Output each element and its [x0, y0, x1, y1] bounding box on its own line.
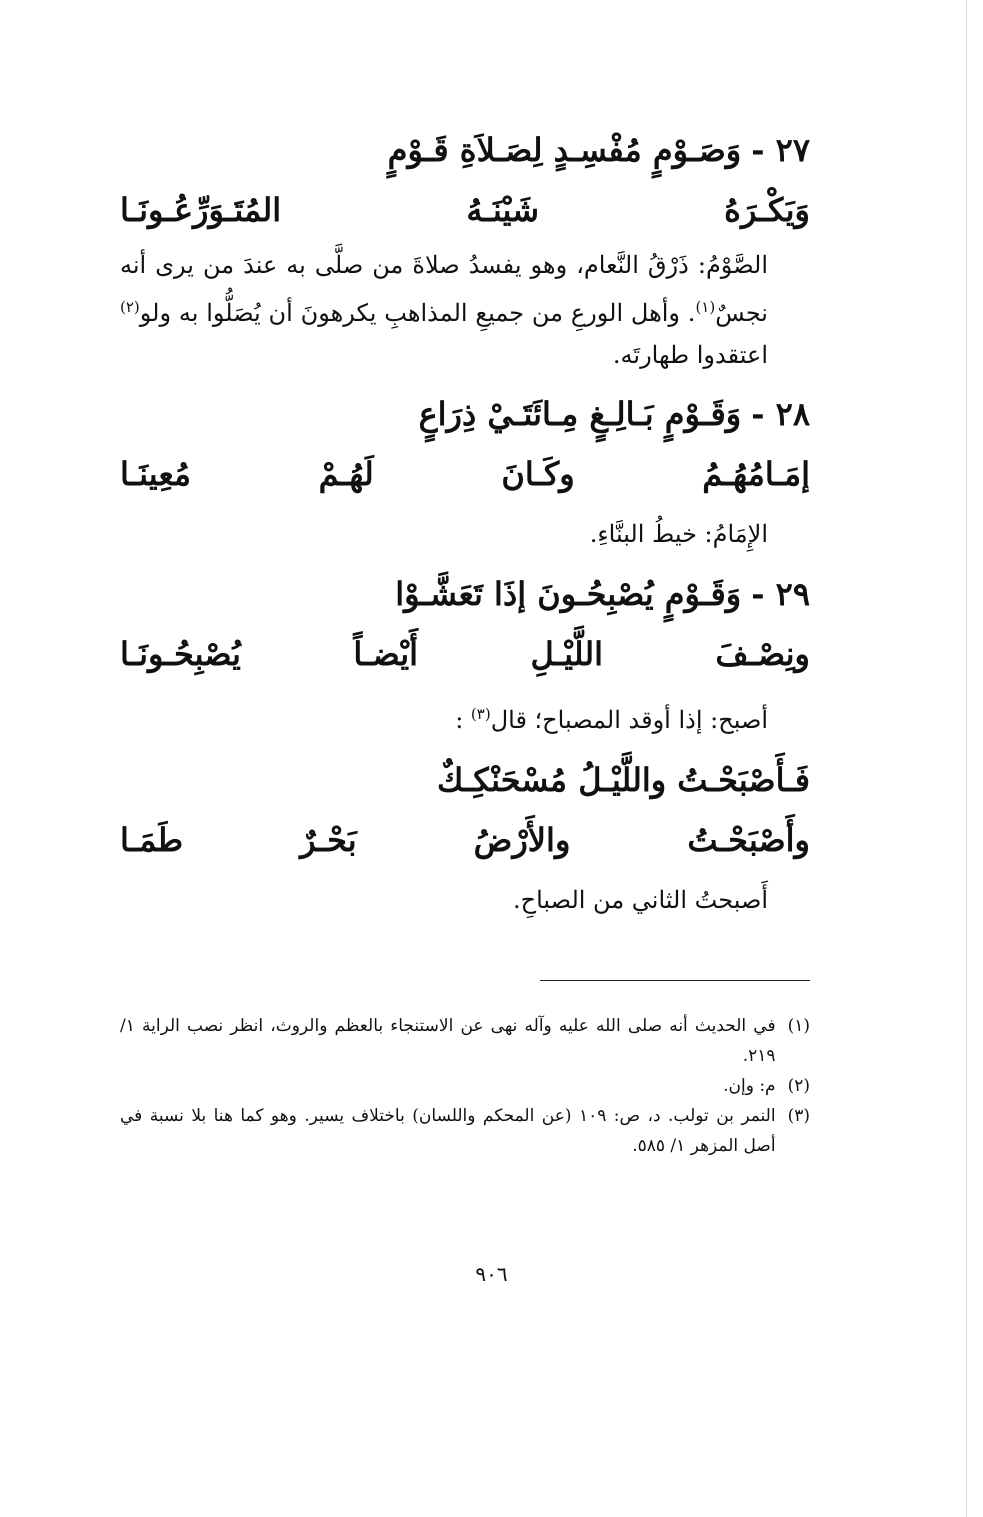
verse-text: وَقَـوْمٍ يُصْبِحُـونَ إذَا تَعَشَّـوْا: [395, 575, 742, 613]
footnote-mark: (٢): [787, 1076, 810, 1096]
verse-first-hemistich: [120, 384, 810, 444]
footnote-mark: (١): [787, 1016, 810, 1036]
verse-first-hemistich: [120, 564, 810, 624]
quote-second-hemistich: وأَصْبَحْـتُ والأَرْضُ بَحْـرٌ طَمَـا: [120, 821, 810, 859]
verse-text: وَقَـوْمٍ بَـالِـغٍ مِـائَتَـيْ ذِرَاعٍ: [418, 395, 742, 433]
commentary-paragraph: [120, 244, 810, 376]
verse-text: وَصَـوْمٍ مُفْسِـدٍ لِصَـلاَةِ قَـوْمٍ: [387, 131, 742, 169]
commentary-text: أصبح: إذا أوقد المصباح؛ قال: [490, 706, 768, 734]
page-body: [120, 120, 810, 1161]
commentary-text: اعتقدوا طهارتَه.: [612, 341, 768, 369]
footnote-item: [120, 1011, 810, 1071]
commentary-line: الإِمَامُ: خيطُ البنَّاءِ.: [589, 520, 768, 548]
footnote-divider: [540, 980, 810, 981]
commentary-text: :: [455, 706, 471, 734]
footnote-text: في الحديث أنه صلى الله عليه وآله نهى عن الاستنجاء بالعظم والروث، انظر نصب الراية ١/ ٢١٩.: [120, 1016, 776, 1066]
quote-first-hemistich: فَـأَصْبَحْـتُ واللَّيْـلُ مُسْحَنْكِـكٌ: [437, 761, 810, 799]
page-number: ٩٠٦: [475, 1262, 508, 1286]
verse-number: ٢٩ -: [751, 575, 810, 613]
page-edge-line: [966, 0, 967, 1517]
verse-first-hemistich: [120, 120, 810, 180]
verse-second-hemistich: إمَـامُهُـمُ وكَـانَ لَهُـمْ مُعِينَـا: [120, 455, 810, 493]
footnotes: [120, 1011, 810, 1161]
footnote-reference[interactable]: (١): [695, 298, 716, 316]
commentary-line: [120, 690, 810, 744]
verse-27: [120, 120, 810, 240]
verse-second-hemistich: ونِصْـفَ اللَّيْـلِ أَيْضـاً يُصْبِحُـونَـا: [120, 635, 810, 673]
quoted-verse: [120, 750, 810, 870]
footnote-item: [120, 1071, 810, 1101]
footnote-mark: (٣): [787, 1106, 810, 1126]
commentary-text: . وأهل الورعِ من جميعِ المذاهبِ يكرهونَ أن يُصَلُّوا به ولو: [139, 299, 696, 327]
verse-28: [120, 384, 810, 504]
verse-29: [120, 564, 810, 684]
commentary-text: الصَّوْمُ: ذَرْقُ النَّعام، وهو يفسدُ صلاةَ من صلَّى به عندَ من يرى أنه نجسٌ: [120, 251, 768, 327]
verse-second-hemistich: وَيَكْـرَهُ شَيْنَـهُ المُتَـوَرِّعُـونَـا: [120, 191, 810, 229]
footnote-text: النمر بن تولب. د، ص: ١٠٩ (عن المحكم واللسان) باختلاف يسير. وهو كما هنا بلا نسبة في أصل المزهر ١/ ٥٨٥.: [120, 1106, 776, 1156]
verse-number: ٢٧ -: [751, 131, 810, 169]
verse-number: ٢٨ -: [751, 395, 810, 433]
footnote-item: [120, 1101, 810, 1161]
footnote-reference[interactable]: (٢): [120, 298, 140, 316]
footnote-reference[interactable]: (٣): [470, 705, 491, 723]
footnote-text: م: وإن.: [723, 1076, 776, 1096]
commentary-line: أَصبحتُ الثاني من الصباحِ.: [512, 886, 768, 914]
